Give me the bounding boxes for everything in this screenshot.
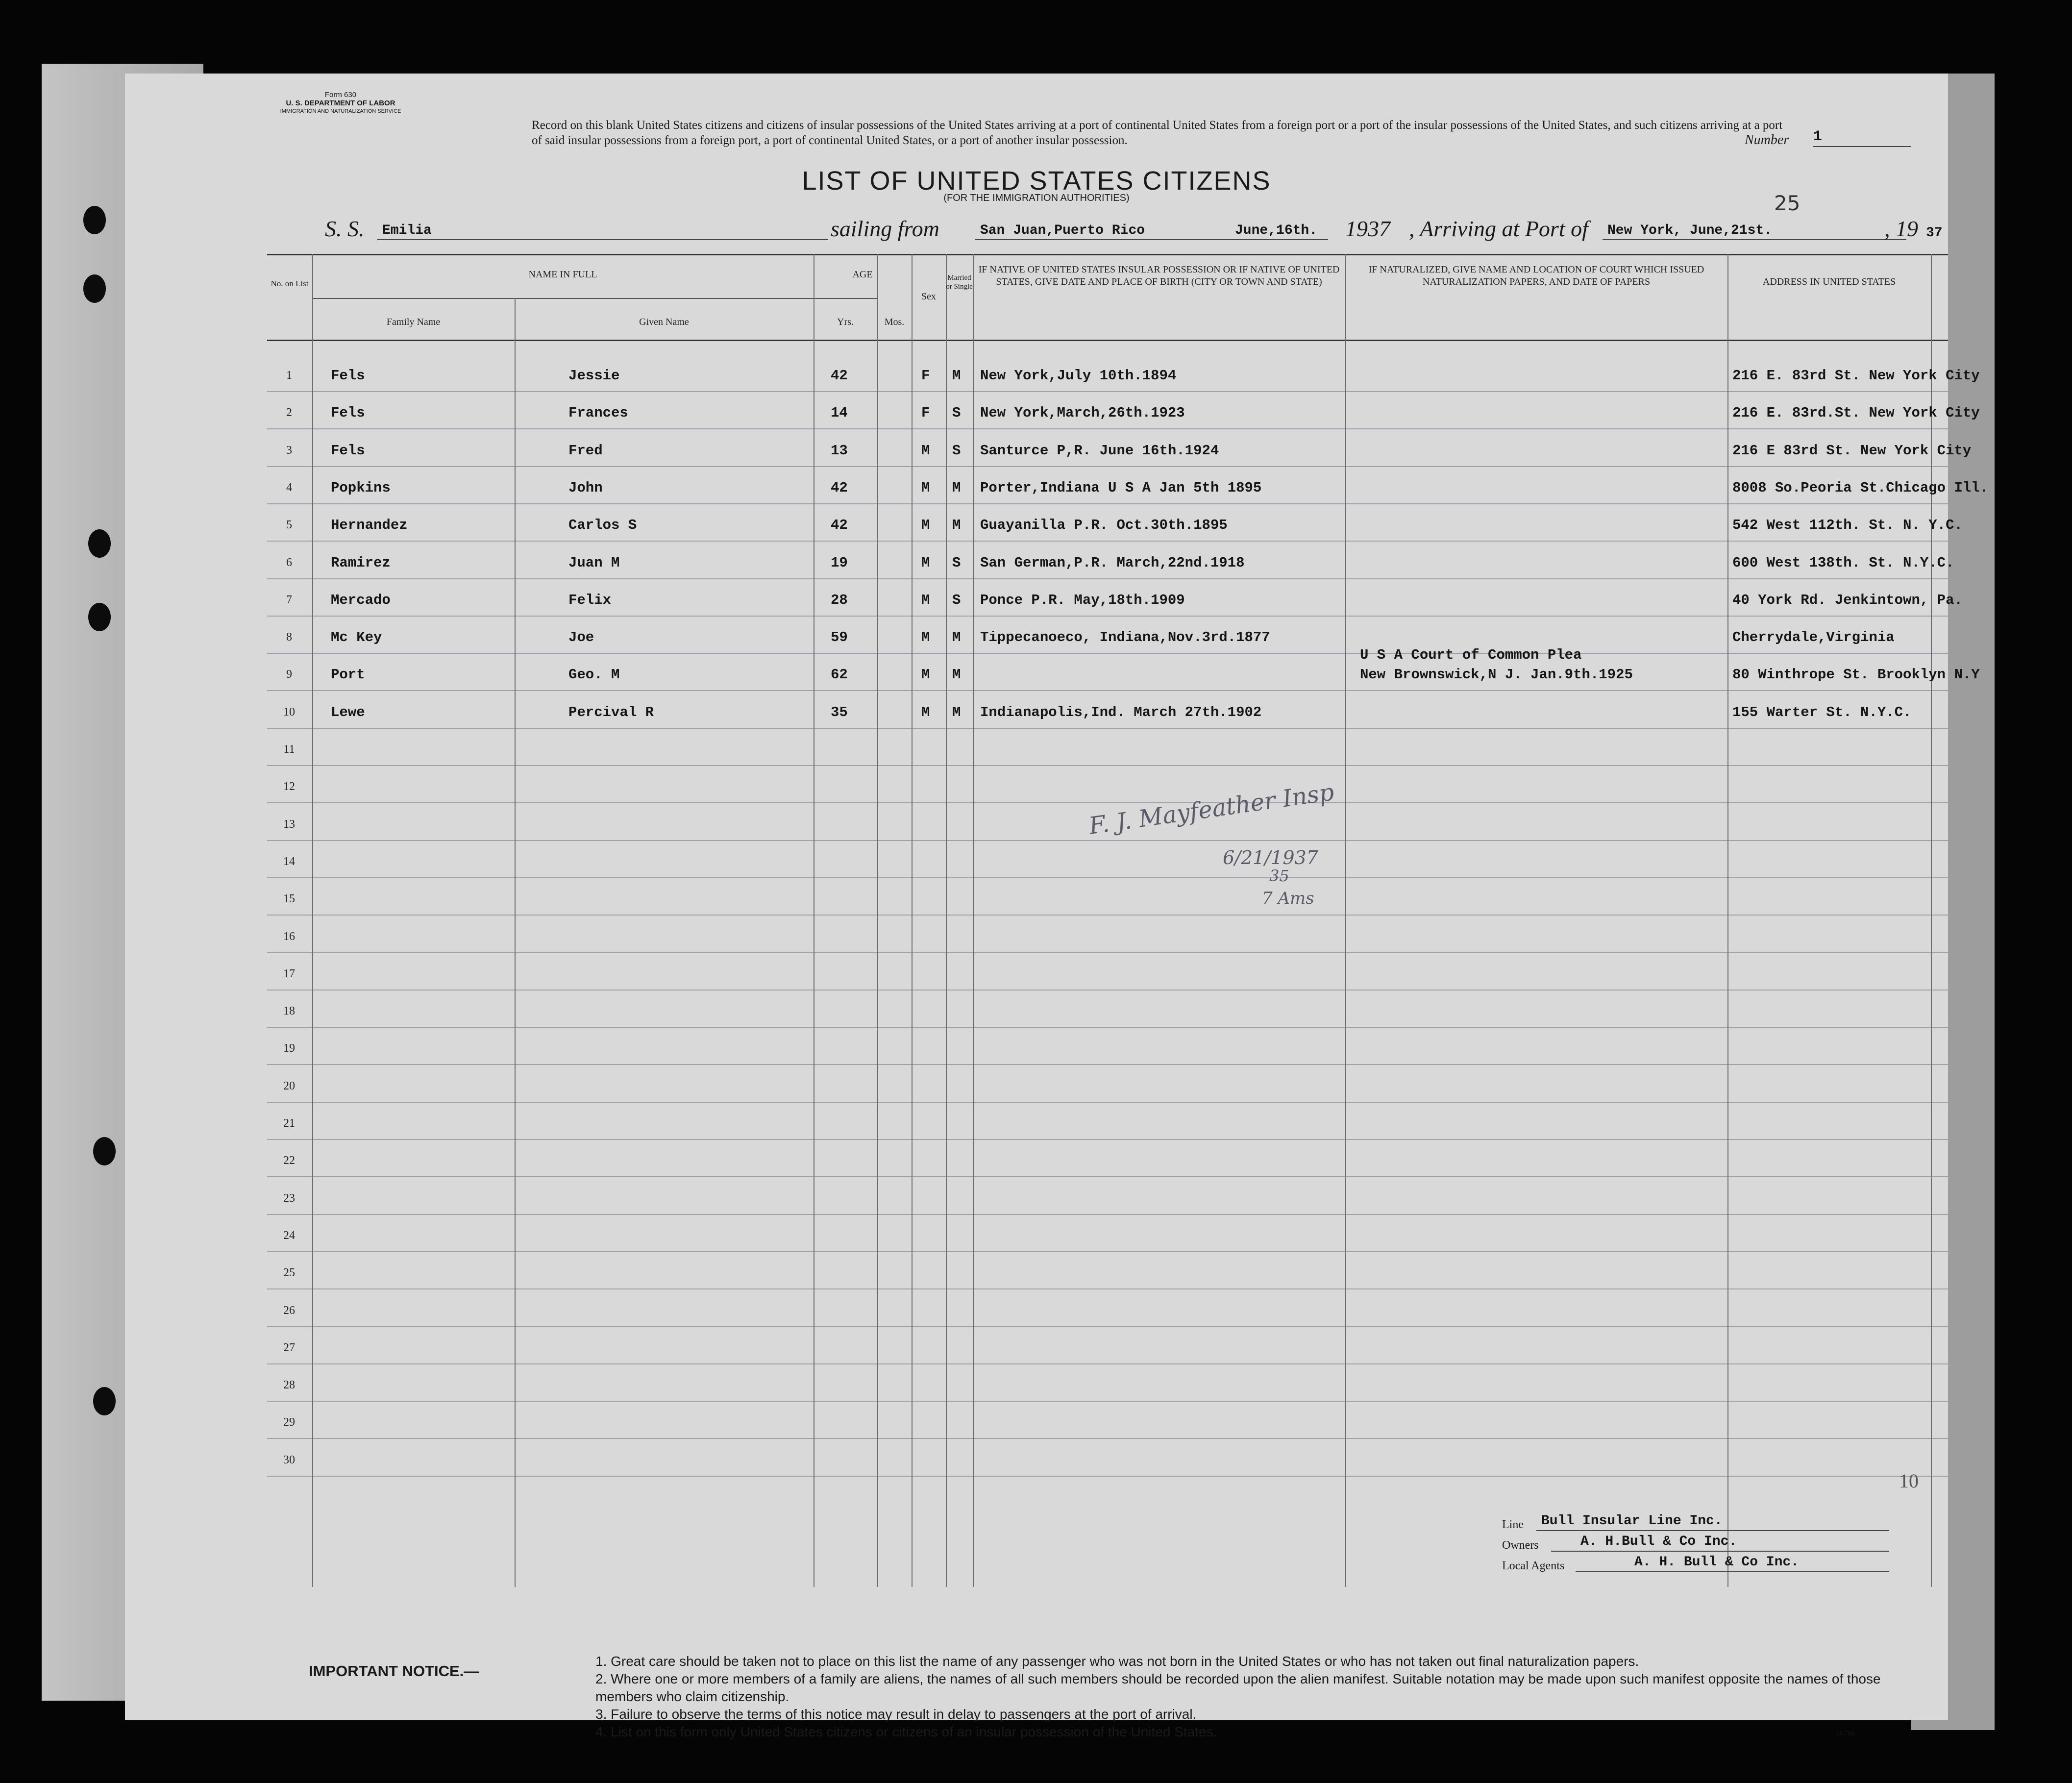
cell-yrs: 42	[831, 368, 848, 384]
cell-address: 40 York Rd. Jenkintown, Pa.	[1732, 592, 1963, 608]
cell-given: Felix	[568, 592, 612, 608]
important-notice-title: IMPORTANT NOTICE.—	[309, 1662, 479, 1680]
cell-family: Fels	[331, 368, 365, 384]
year-prefix: , 19	[1884, 216, 1918, 241]
owners-underline	[1551, 1551, 1889, 1552]
cell-yrs: 13	[831, 442, 848, 459]
row-rule	[267, 690, 1948, 691]
cell-family: Mercado	[331, 592, 391, 608]
notice-item-4: 4. List on this form only United States citizens or citizens of an insular possession of the United States.	[595, 1724, 1217, 1739]
row-number: 6	[286, 556, 292, 569]
cell-sex: M	[921, 517, 930, 534]
col-divider	[877, 254, 878, 1587]
row-rule	[267, 765, 1948, 766]
port-from: San Juan,Puerto Rico	[980, 223, 1145, 238]
row-rule	[267, 840, 1948, 841]
row-number: 3	[286, 444, 292, 457]
row-number: 14	[283, 855, 295, 868]
arrival-underline	[1603, 239, 1906, 240]
row-rule	[267, 541, 1948, 542]
header-family: Family Name	[386, 317, 441, 327]
cell-ms: M	[952, 517, 961, 534]
punch-hole	[83, 274, 106, 303]
row-number: 23	[283, 1191, 295, 1205]
cell-address: 216 E 83rd St. New York City	[1732, 442, 1972, 459]
cell-ms: M	[952, 479, 961, 496]
row-number: 26	[283, 1304, 295, 1317]
row-number: 27	[283, 1341, 295, 1354]
header-married: Married or Single	[946, 274, 973, 291]
cell-birth: Ponce P.R. May,18th.1909	[980, 592, 1185, 608]
cell-yrs: 19	[831, 554, 848, 571]
row-rule	[267, 428, 1948, 429]
cell-birth: Porter,Indiana U S A Jan 5th 1895	[980, 479, 1262, 496]
year-to: 37	[1926, 225, 1943, 241]
row-rule	[267, 1438, 1948, 1439]
notice-item-3: 3. Failure to observe the terms of this notice may result in delay to passengers at the port of arrival.	[595, 1707, 1197, 1722]
cell-naturalization: U S A Court of Common Plea	[1360, 647, 1582, 664]
col-divider	[946, 254, 947, 1587]
cell-family: Fels	[331, 442, 365, 459]
row-number: 16	[283, 930, 295, 943]
row-number: 17	[283, 967, 295, 980]
cell-family: Fels	[331, 405, 365, 421]
header-yrs: Yrs.	[837, 317, 854, 327]
arriving-label: , Arriving at Port of	[1409, 216, 1588, 241]
cell-yrs: 35	[831, 704, 848, 720]
document-subtitle: (FOR THE IMMIGRATION AUTHORITIES)	[943, 193, 1130, 203]
row-number: 24	[283, 1229, 295, 1242]
cell-family: Lewe	[331, 704, 365, 720]
cell-birth: Tippecanoeco, Indiana,Nov.3rd.1877	[980, 629, 1270, 646]
col-divider	[1345, 254, 1346, 1587]
row-rule	[267, 877, 1948, 878]
row-number: 10	[283, 705, 295, 718]
cell-birth: Indianapolis,Ind. March 27th.1902	[980, 704, 1262, 720]
cell-ms: S	[952, 592, 961, 608]
col-divider	[312, 254, 313, 1587]
row-rule	[267, 466, 1948, 467]
cell-given: Geo. M	[568, 667, 620, 683]
owners-label: Owners	[1502, 1539, 1539, 1552]
row-number: 2	[286, 406, 292, 420]
col-divider	[1727, 254, 1728, 1587]
row-rule	[267, 990, 1948, 991]
cell-family: Mc Key	[331, 629, 382, 646]
row-rule	[267, 1288, 1948, 1289]
row-rule	[267, 1363, 1948, 1364]
row-number: 19	[283, 1042, 295, 1055]
cell-yrs: 14	[831, 405, 848, 421]
cell-yrs: 62	[831, 667, 848, 683]
cell-given: Percival R	[568, 704, 654, 720]
agents-value: A. H. Bull & Co Inc.	[1634, 1555, 1800, 1570]
inspector-initials: 7 Ams	[1262, 889, 1314, 908]
row-rule	[267, 653, 1948, 654]
cell-yrs: 42	[831, 479, 848, 496]
punch-hole	[88, 529, 111, 558]
cell-address: 542 West 112th. St. N. Y.C.	[1732, 517, 1963, 534]
cell-ms: M	[952, 368, 961, 384]
row-number: 1	[286, 369, 292, 382]
cell-ms: S	[952, 405, 961, 421]
cell-given: Joe	[568, 629, 594, 646]
cell-sex: M	[921, 667, 930, 683]
cell-yrs: 28	[831, 592, 848, 608]
row-rule	[267, 1326, 1948, 1327]
form-service: IMMIGRATION AND NATURALIZATION SERVICE	[280, 108, 401, 114]
cell-ms: M	[952, 629, 961, 646]
row-number: 11	[283, 743, 295, 756]
row-number: 15	[283, 892, 295, 906]
cell-birth: San German,P.R. March,22nd.1918	[980, 554, 1245, 571]
line-label: Line	[1502, 1518, 1524, 1531]
row-rule	[267, 1476, 1948, 1477]
row-rule	[267, 1027, 1948, 1028]
cell-address: 600 West 138th. St. N.Y.C.	[1732, 554, 1954, 571]
row-rule	[267, 802, 1948, 803]
cell-ms: S	[952, 554, 961, 571]
cell-address: 155 Warter St. N.Y.C.	[1732, 704, 1912, 720]
row-number: 22	[283, 1154, 295, 1167]
row-number: 20	[283, 1079, 295, 1092]
cell-family: Hernandez	[331, 517, 408, 534]
page-tally: 10	[1899, 1470, 1919, 1492]
header-naturalized: IF NATURALIZED, GIVE NAME AND LOCATION OF COURT WHICH ISSUED NATURALIZATION PAPERS, AND DATE OF PAPERS	[1368, 264, 1704, 287]
cell-address: 80 Winthrope St. Brooklyn N.Y	[1732, 667, 1980, 683]
cell-given: Juan M	[568, 554, 620, 571]
header-no: No. on List	[271, 279, 309, 288]
instruction-text: Record on this blank United States citizens and citizens of insular possessions of the United States arriving at a port of continental United States from a foreign port or a port of the insular possessions of the United States, and such citizens arriving at a port of said insular possessions from a foreign port, a port of continental United States, or a port of another insular possession.	[532, 119, 1783, 147]
cell-family: Popkins	[331, 479, 391, 496]
col-divider	[515, 298, 516, 1587]
cell-sex: M	[921, 592, 930, 608]
year-from: 1937	[1345, 216, 1390, 241]
notice-item-1: 1. Great care should be taken not to place on this list the name of any passenger who was not born in the United States or who has not taken out final naturalization papers.	[595, 1654, 1639, 1669]
cell-yrs: 59	[831, 629, 848, 646]
row-number: 28	[283, 1379, 295, 1392]
row-rule	[267, 1139, 1948, 1140]
cell-birth: Santurce P,R. June 16th.1924	[980, 442, 1219, 459]
row-number: 30	[283, 1453, 295, 1466]
row-rule	[267, 728, 1948, 729]
row-rule	[267, 1176, 1948, 1177]
cell-birth: New York,March,26th.1923	[980, 405, 1185, 421]
line-value: Bull Insular Line Inc.	[1541, 1513, 1723, 1529]
number-underline	[1813, 146, 1911, 147]
cell-birth: New York,July 10th.1894	[980, 368, 1177, 384]
row-number: 25	[283, 1266, 295, 1280]
number-label: Number	[1745, 132, 1789, 148]
cell-ms: M	[952, 704, 961, 720]
cell-yrs: 42	[831, 517, 848, 534]
ss-label: S. S.	[325, 216, 365, 241]
cell-sex: M	[921, 442, 930, 459]
punch-hole	[88, 603, 111, 631]
owners-value: A. H.Bull & Co Inc.	[1580, 1534, 1737, 1549]
row-rule	[267, 503, 1948, 504]
form-department: U. S. DEPARTMENT OF LABOR	[286, 99, 395, 107]
cell-given: Jessie	[568, 368, 620, 384]
cell-given: Frances	[568, 405, 628, 421]
print-code: 14-706	[1835, 1730, 1855, 1737]
agents-underline	[1576, 1571, 1889, 1572]
header-bottom-border	[267, 340, 1948, 341]
date-from: June,16th.	[1235, 223, 1318, 238]
header-sex: Sex	[921, 291, 936, 302]
row-number: 5	[286, 519, 292, 532]
row-rule	[267, 915, 1948, 916]
row-rule	[267, 578, 1948, 579]
manifest-table	[267, 254, 1989, 1597]
cell-ms: M	[952, 667, 961, 683]
row-rule	[267, 1214, 1948, 1215]
ship-underline	[377, 239, 828, 240]
number-value: 1	[1813, 128, 1823, 145]
cell-address: 8008 So.Peoria St.Chicago Ill.	[1732, 479, 1989, 496]
form-number: Form 630	[324, 91, 357, 99]
form-header	[262, 91, 419, 116]
row-rule	[267, 952, 1948, 953]
row-number: 8	[286, 631, 292, 644]
notice-item-2: 2. Where one or more members of a family are aliens, the names of all such members should be recorded upon the alien manifest. Suitable notation may be made upon such manifest opposite the names of those members who claim citizenship.	[595, 1671, 1881, 1704]
sheet-mark: 25	[1774, 191, 1801, 215]
row-rule	[267, 616, 1948, 617]
row-rule	[267, 391, 1948, 392]
cell-sex: M	[921, 554, 930, 571]
cell-given: Carlos S	[568, 517, 637, 534]
row-number: 21	[283, 1117, 295, 1130]
inspector-signature: F. J. Mayfeather Insp	[1087, 778, 1336, 840]
cell-address: 216 E. 83rd St. New York City	[1732, 368, 1980, 384]
cell-sex: M	[921, 629, 930, 646]
header-birth: IF NATIVE OF UNITED STATES INSULAR POSSESSION OR IF NATIVE OF UNITED STATES, GIVE DATE AND PLACE OF BIRTH (CITY OR TOWN AND STATE)	[978, 264, 1340, 287]
row-number: 12	[283, 780, 295, 793]
row-rule	[267, 1251, 1948, 1252]
row-number: 7	[286, 593, 292, 606]
sailing-label: sailing from	[831, 216, 939, 241]
document-title: LIST OF UNITED STATES CITIZENS	[802, 166, 1271, 196]
cell-given: Fred	[568, 442, 603, 459]
port-to: New York, June,21st.	[1607, 223, 1773, 238]
header-mos: Mos.	[884, 317, 905, 327]
cell-sex: F	[921, 368, 930, 384]
row-rule	[267, 1102, 1948, 1103]
manifest-page	[125, 74, 1989, 1739]
cell-ms: S	[952, 442, 961, 459]
subheader-line	[312, 298, 878, 299]
header-given: Given Name	[639, 317, 689, 327]
row-number: 29	[283, 1416, 295, 1429]
row-number: 4	[286, 481, 292, 494]
punch-hole	[93, 1137, 116, 1165]
table-top-border	[267, 254, 1948, 255]
punch-hole	[83, 206, 106, 234]
cell-given: John	[568, 479, 603, 496]
punch-hole	[93, 1387, 116, 1415]
header-name-in-full: NAME IN FULL	[528, 269, 597, 280]
cell-sex: M	[921, 479, 930, 496]
ship-name: Emilia	[382, 223, 432, 238]
row-number: 9	[286, 668, 292, 681]
row-rule	[267, 1064, 1948, 1065]
cell-naturalization: New Brownswick,N J. Jan.9th.1925	[1360, 667, 1633, 683]
agents-label: Local Agents	[1502, 1560, 1565, 1572]
row-number: 18	[283, 1005, 295, 1018]
row-number: 13	[283, 817, 295, 831]
cell-sex: M	[921, 704, 930, 720]
cell-family: Ramirez	[331, 554, 391, 571]
sailing-underline	[975, 239, 1328, 240]
header-age: AGE	[852, 269, 873, 280]
col-divider	[973, 254, 974, 1587]
cell-address: 216 E. 83rd.St. New York City	[1732, 405, 1980, 421]
cell-family: Port	[331, 667, 365, 683]
passenger-count: 35	[1269, 867, 1289, 885]
inspection-date: 6/21/1937	[1223, 847, 1318, 868]
cell-birth: Guayanilla P.R. Oct.30th.1895	[980, 517, 1228, 534]
row-rule	[267, 1401, 1948, 1402]
header-address: ADDRESS IN UNITED STATES	[1762, 276, 1896, 287]
cell-sex: F	[921, 405, 930, 421]
line-underline	[1536, 1530, 1889, 1531]
col-divider	[912, 254, 913, 1587]
cell-address: Cherrydale,Virginia	[1732, 629, 1895, 646]
